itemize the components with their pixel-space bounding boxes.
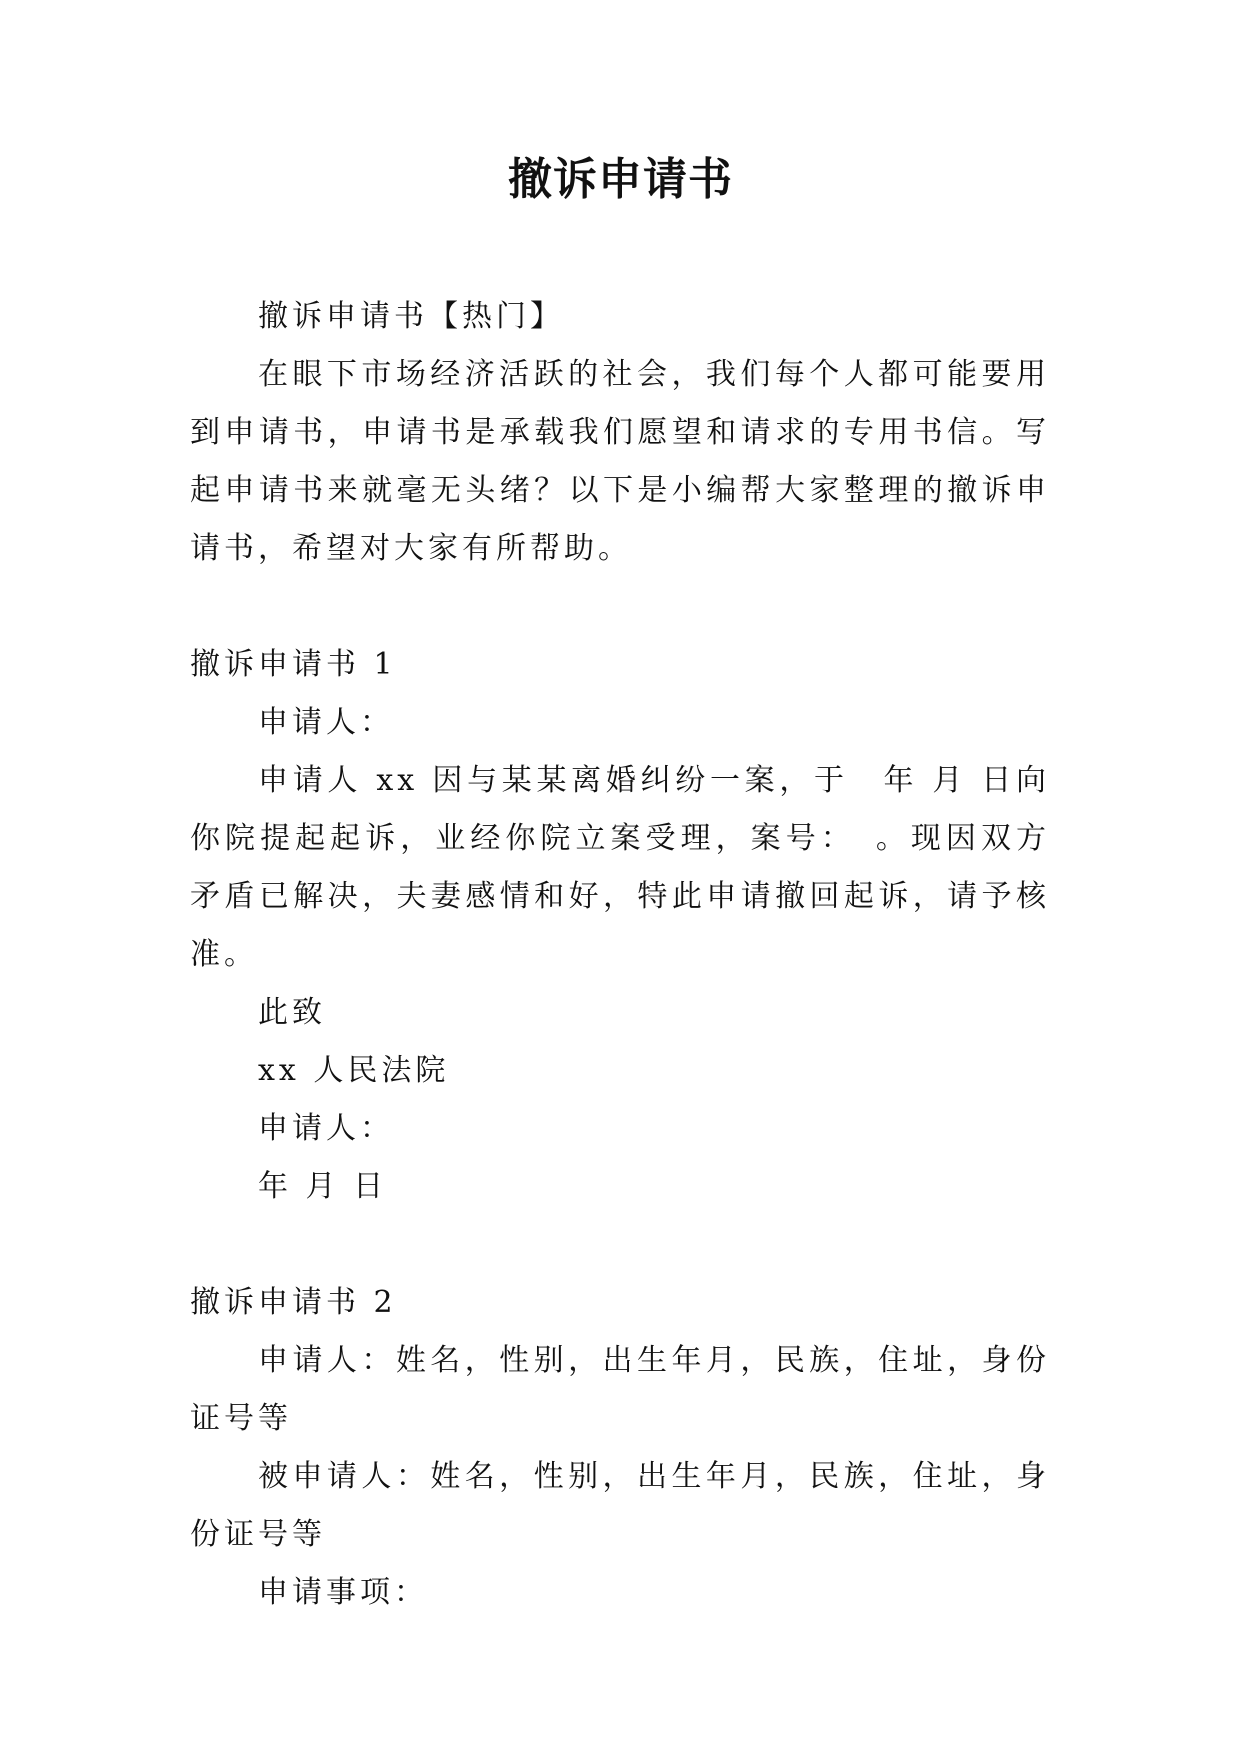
sample1-body: 申请人 xx 因与某某离婚纠纷一案，于 年 月 日向你院提起起诉，业经你院立案受理，案号： 。现因双方矛盾已解决，夫妻感情和好，特此申请撤回起诉，请予核准。 xyxy=(190,763,1050,972)
document-title: 撤诉申请书 xyxy=(508,154,733,205)
sample2-respondent: 被申请人：姓名，性别，出生年月，民族，住址，身份证号等 xyxy=(190,1459,1050,1552)
sample2-applicant: 申请人：姓名，性别，出生年月，民族，住址，身份证号等 xyxy=(190,1343,1050,1436)
section-gap xyxy=(190,578,1050,636)
sample1-court: xx 人民法院 xyxy=(258,1053,450,1088)
sample2-matters: 申请事项： xyxy=(258,1575,428,1610)
sample1-signature: 申请人： xyxy=(258,1111,394,1146)
sample1-date: 年 月 日 xyxy=(258,1169,388,1204)
sample1-salutation: 此致 xyxy=(258,995,326,1030)
sample1-heading: 撤诉申请书 1 xyxy=(190,647,397,682)
document-body xyxy=(190,288,1050,1622)
section-gap xyxy=(190,1216,1050,1274)
sample2-heading: 撤诉申请书 2 xyxy=(190,1285,397,1320)
sample1-applicant: 申请人： xyxy=(258,705,394,740)
intro-paragraph: 在眼下市场经济活跃的社会，我们每个人都可能要用到申请书，申请书是承载我们愿望和请求的专用书信。写起申请书来就毫无头绪？以下是小编帮大家整理的撤诉申请书，希望对大家有所帮助。 xyxy=(190,357,1050,566)
intro-heading: 撤诉申请书【热门】 xyxy=(258,299,564,334)
